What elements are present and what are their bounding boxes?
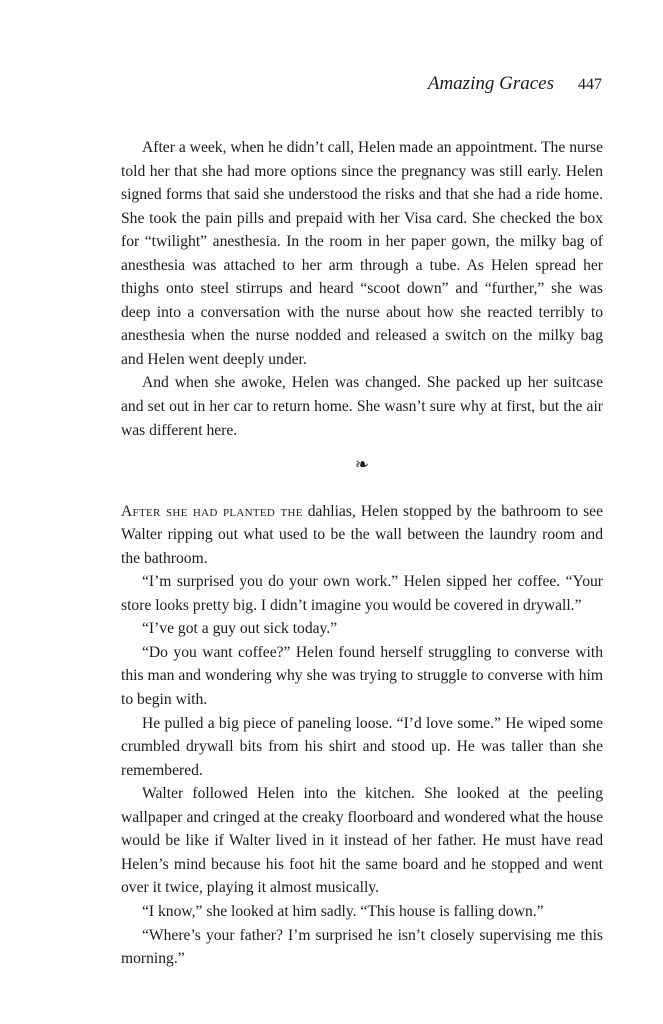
paragraph: After a week, when he didn’t call, Helen made an appointment. The nurse told her that she had more options since the pregnancy was still early. Helen signed forms that said she understood the risks and that she had a ride home. She took the pain pills and prepaid with her Visa card. She checked the box for “twilight” anesthesia. In the room in her paper gown, the milky bag of anesthesia was attached to her arm through a tube. As Helen spread her thighs onto steel stirrups and heard “scoot down” and “further,” she was deep into a conversation with the nurse about how she reacted terribly to anesthesia when the nurse nodded and released a switch on the milky bag and Helen went deeply under. (121, 139, 603, 368)
body-text (121, 136, 603, 971)
small-caps-lead-in: After she had planted the (121, 502, 303, 520)
paragraph: “Do you want coffee?” Helen found herself struggling to converse with this man and wondering why she was trying to struggle to converse with him to begin with. (121, 643, 603, 709)
paragraph: And when she awoke, Helen was changed. She packed up her suitcase and set out in her car to return home. She wasn’t sure why at first, but the air was different here. (121, 374, 603, 439)
section-opening-paragraph (121, 500, 603, 571)
paragraph: Walter followed Helen into the kitchen. She looked at the peeling wallpaper and cringed at the creaky floorboard and wondered what the house would be like if Walter lived in it instead of her father. He must have read Helen’s mind because his foot hit the same board and he stopped and went over it twice, playing it almost musically. (121, 785, 603, 897)
paragraph: “I know,” she looked at him sadly. “This house is falling down.” (142, 902, 544, 920)
paragraph: He pulled a big piece of paneling loose. “I’d love some.” He wiped some crumbled drywall bits from his shirt and stood up. He was taller than she remembered. (121, 714, 603, 779)
running-head-title: Amazing Graces (427, 73, 554, 94)
running-head (428, 72, 602, 97)
section-opening-text: dahlias, Helen stopped by the bathroom to see Walter ripping out what used to be the wall between the laundry room and the bathroom. (121, 502, 603, 567)
paragraph: “I’m surprised you do your own work.” Helen sipped her coffee. “Your store looks pretty big. I didn’t imagine you would be covered in drywall.” (121, 573, 603, 614)
paragraph: “Where’s your father? I’m surprised he isn’t closely supervising me this morning.” (121, 926, 603, 968)
page-number: 447 (578, 76, 602, 93)
section-break-ornament: ❧ (354, 455, 370, 475)
paragraph: “I’ve got a guy out sick today.” (142, 620, 338, 638)
